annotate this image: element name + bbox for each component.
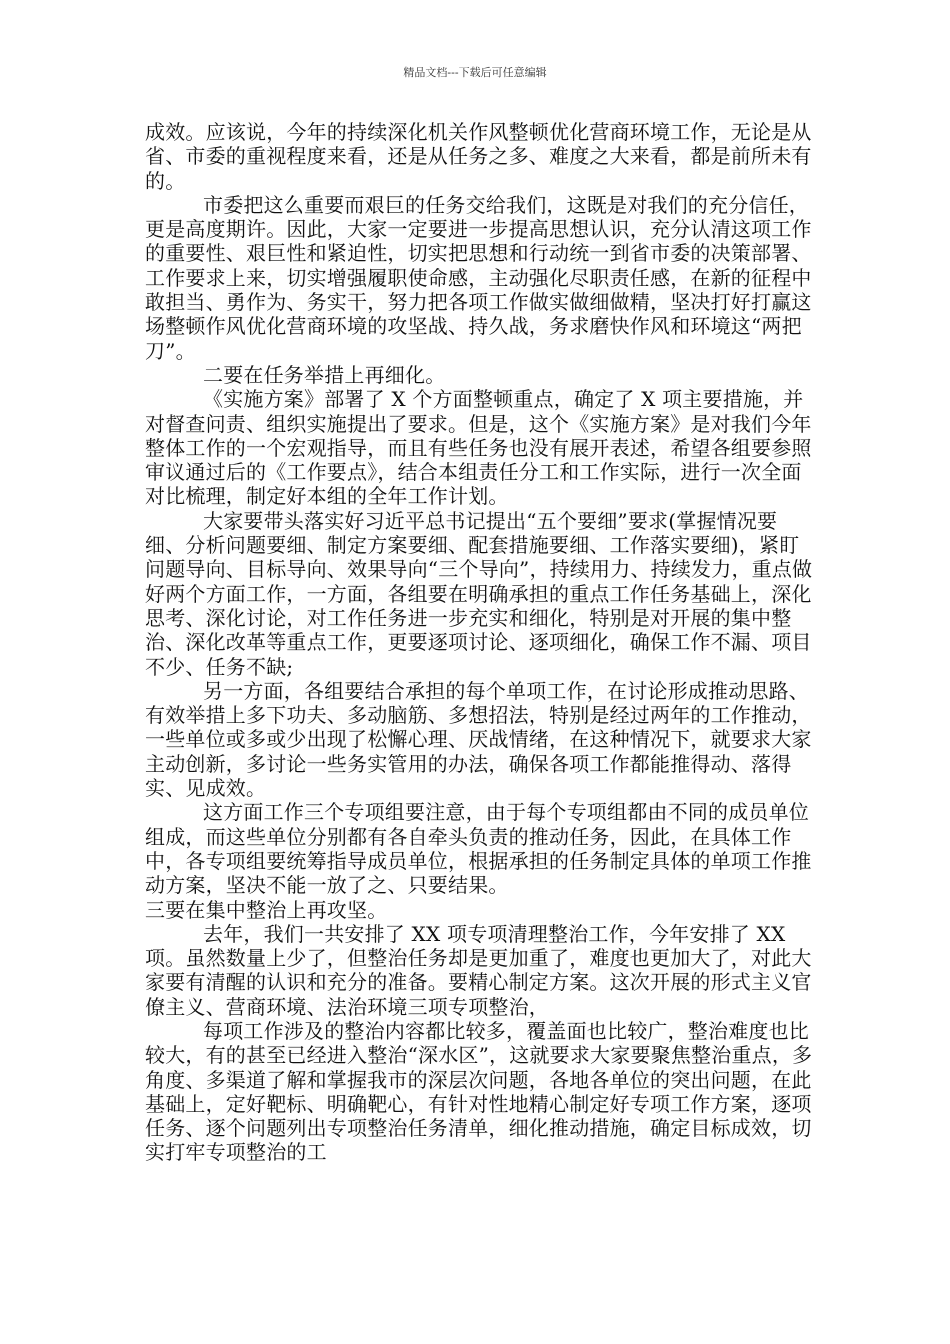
section-heading-2: 二要在任务举措上再细化。 bbox=[203, 362, 446, 387]
paragraph-8: 每项工作涉及的整治内容都比较多，覆盖面也比较广，整治难度也比较大，有的甚至已经进入整治“深水区”，这就要求大家要聚焦整治重点，多角度、多渠道了解和掌握我市的深层次问题，各地各单位的突出问题，在此基础上，定好靶标、明确靶心，有针对性地精心制定好专项工作方案，逐项任务、逐个问题列出专项整治任务清单，细化推动措施，确定目标成效，切实打牢专项整治的工 bbox=[145, 1018, 813, 1165]
section-heading-3: 三要在集中整治上再攻坚。 bbox=[145, 897, 388, 922]
paragraph-5: 另一方面，各组要结合承担的每个单项工作，在讨论形成推动思路、有效举措上多下功夫、多动脑筋、多想招法，特别是经过两年的工作推动，一些单位或多或少出现了松懈心理、厌战情绪，在这种情况下，就要求大家主动创新，多讨论一些务实管用的办法，确保各项工作都能推得动、落得实、见成效。 bbox=[145, 678, 812, 801]
paragraph-4: 大家要带头落实好习近平总书记提出“五个要细”要求(掌握情况要细、分析问题要细、制定方案要细、配套措施要细、工作落实要细)，紧盯问题导向、目标导向、效果导向“三个导向”，持续用力、持续发力，重点做好两个方面工作，一方面，各组要在明确承担的重点工作任务基础上，深化思考、深化讨论，对工作任务进一步充实和细化，特别是对开展的集中整治、深化改革等重点工作，更要逐项讨论、逐项细化，确保工作不漏、项目不少、任务不缺; bbox=[145, 508, 813, 679]
document-body bbox=[145, 120, 817, 1165]
paragraph-1: 成效。应该说，今年的持续深化机关作风整顿优化营商环境工作，无论是从省、市委的重视程度来看，还是从任务之多、难度之大来看，都是前所未有的。 bbox=[145, 120, 812, 193]
page-header: 精品文档---下载后可任意编辑 bbox=[403, 66, 547, 79]
paragraph-6: 这方面工作三个专项组要注意，由于每个专项组都由不同的成员单位组成，而这些单位分别都有各自牵头负责的推动任务，因此，在具体工作中，各专项组要统筹指导成员单位，根据承担的任务制定具体的单项工作推动方案，坚决不能一放了之、只要结果。 bbox=[145, 800, 812, 898]
paragraph-7: 去年，我们一共安排了 XX 项专项清理整治工作，今年安排了 XX 项。虽然数量上少了，但整治任务却是更加重了，难度也更加大了，对此大家要有清醒的认识和充分的准备。要精心制定方案。这次开展的形式主义官僚主义、营商环境、法治环境三项专项整治， bbox=[145, 921, 812, 1019]
paragraph-3: 《实施方案》部署了 X 个方面整顿重点，确定了 X 项主要措施，并对督查问责、组织实施提出了要求。但是，这个《实施方案》是对我们今年整体工作的一个宏观指导，而且有些任务也没有展开表述，希望各组要参照审议通过后的《工作要点》，结合本组责任分工和工作实际，进行一次全面对比梳理，制定好本组的全年工作计划。 bbox=[145, 387, 812, 509]
paragraph-2: 市委把这么重要而艰巨的任务交给我们，这既是对我们的充分信任，更是高度期许。因此，大家一定要进一步提高思想认识，充分认清这项工作的重要性、艰巨性和紧迫性，切实把思想和行动统一到省市委的决策部署、工作要求上来，切实增强履职使命感，主动强化尽职责任感，在新的征程中敢担当、勇作为、务实干，努力把各项工作做实做细做精，坚决打好打赢这场整顿作风优化营商环境的攻坚战、持久战，务求磨快作风和环境这“两把刀”。 bbox=[145, 192, 812, 363]
